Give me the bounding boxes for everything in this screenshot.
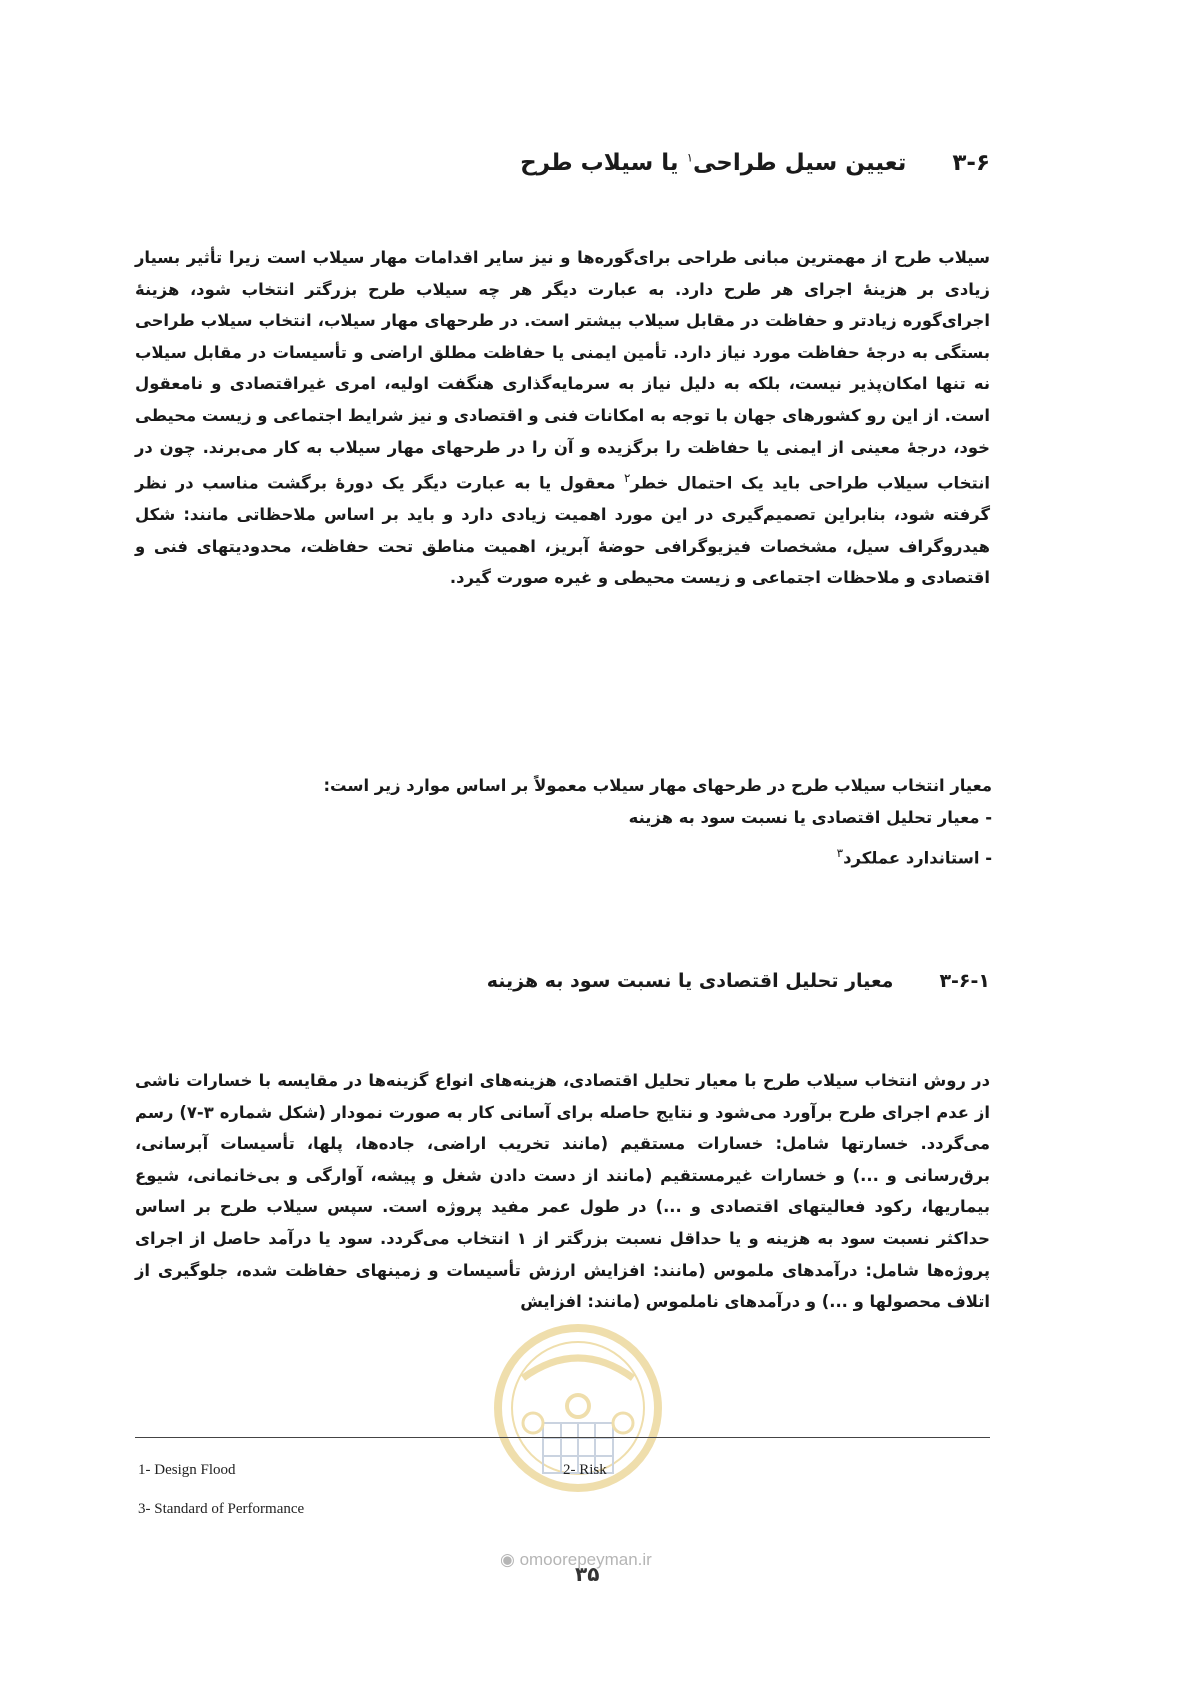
subsection-heading [487,970,990,992]
footnote-3: 3- Standard of Performance [138,1501,305,1517]
footnote-ref: ۲ [623,471,631,486]
list-item-text: - استاندارد عملکرد [843,848,992,868]
body-paragraph-2: معیار انتخاب سیلاب طرح در طرحهای مهار سیلاب معمولاً بر اساس موارد زیر است: [323,776,992,795]
subsection-number: ۳-۶-۱ [939,970,990,992]
section-title: تعیین سیل طراحی [693,150,907,176]
body-paragraph-3: در روش انتخاب سیلاب طرح با معیار تحلیل اقتصادی، هزینه‌های انواع گزینه‌ها در مقایسه با خسارات ناشی از عدم اجرای طرح برآورد می‌شود و نتایج حاصله برای آسانی کار به صورت نمودار (شکل شماره ۳-۷) رسم می‌گردد. خسارتها شامل: خسارات مستقیم (مانند تخریب اراضی، جاده‌ها، پلها، تأسیسات آبرسانی، برق‌رسانی و ...) و خسارات غیرمستقیم (مانند از دست دادن شغل و پیشه، آوارگی و بی‌خانمانی، شیوع بیماریها، رکود فعالیتهای اقتصادی و ...) در طول عمر مفید پروژه است. سپس سیلاب طرح بر اساس حداکثر نسبت سود به هزینه و یا حداقل نسبت بزرگتر از ۱ انتخاب می‌گردد. سود یا درآمد حاصل از اجرای پروژه‌ها شامل: درآمدهای ملموس (مانند: افزایش ارزش تأسیسات و زمینهای حفاظت شده، جلوگیری از اتلاف محصولها و ...) و درآمدهای ناملموس (مانند: افزایش [135,1071,990,1312]
list-item [837,838,992,874]
section-number: ۳-۶ [952,150,990,176]
footnote-2: 2- Risk [563,1462,607,1478]
watermark-url: ◉ omoorepeyman.ir [500,1550,652,1569]
footnote-divider [135,1437,990,1438]
list-item: - معیار تحلیل اقتصادی یا نسبت سود به هزینه [628,808,992,827]
paragraph-text-tail: معقول یا به عبارت دیگر یک دورهٔ برگشت مناسب در نظر گرفته شود، بنابراین تصمیم‌گیری در این مورد اهمیت زیادی دارد و باید بر اساس ملاحظاتی مانند: شکل هیدروگراف سیل، مشخصات فیزیوگرافی حوضهٔ آبریز، اهمیت مناطق تحت حفاظت، محدودیتهای فنی و اقتصادی و ملاحظات اجتماعی و زیست محیطی و غیره صورت گیرد. [135,473,990,588]
footnote-1: 1- Design Flood [138,1462,236,1478]
section-heading [520,150,990,176]
footnote-ref: ۱ [686,150,694,165]
paragraph-text: سیلاب طرح از مهمترین مبانی طراحی برای‌گوره‌ها و نیز سایر اقدامات مهار سیلاب است زیرا تأثیر بسیار زیادی بر هزینهٔ اجرای هر طرح دارد. به عبارت دیگر هر چه سیلاب طرح بزرگتر انتخاب شود، هزینهٔ اجرای‌گوره زیادتر و حفاظت در مقابل سیلاب بیشتر است. در طرحهای مهار سیلاب، انتخاب سیلاب طراحی بستگی به درجهٔ حفاظت مورد نیاز دارد. تأمین ایمنی یا حفاظت مطلق اراضی و تأسیسات در مقابل سیلاب نه تنها امکان‌پذیر نیست، بلکه به دلیل نیاز به سرمایه‌گذاری هنگفت اولیه، امری غیراقتصادی و نامعقول است. از این رو کشورهای جهان با توجه به امکانات فنی و اقتصادی و نیز شرایط اجتماعی و زیست محیطی خود، درجهٔ معینی از ایمنی یا حفاظت را برگزیده و آن را در طرحهای مهار سیلاب به کار می‌برند. چون در انتخاب سیلاب طراحی باید یک احتمال خطر [135,248,990,493]
footnote-ref: ۳ [836,846,844,860]
page-number: ۳۵ [575,1562,600,1586]
section-title-tail: یا سیلاب طرح [520,150,679,176]
body-paragraph-1 [135,242,990,594]
subsection-title: معیار تحلیل اقتصادی یا نسبت سود به هزینه [486,970,894,992]
